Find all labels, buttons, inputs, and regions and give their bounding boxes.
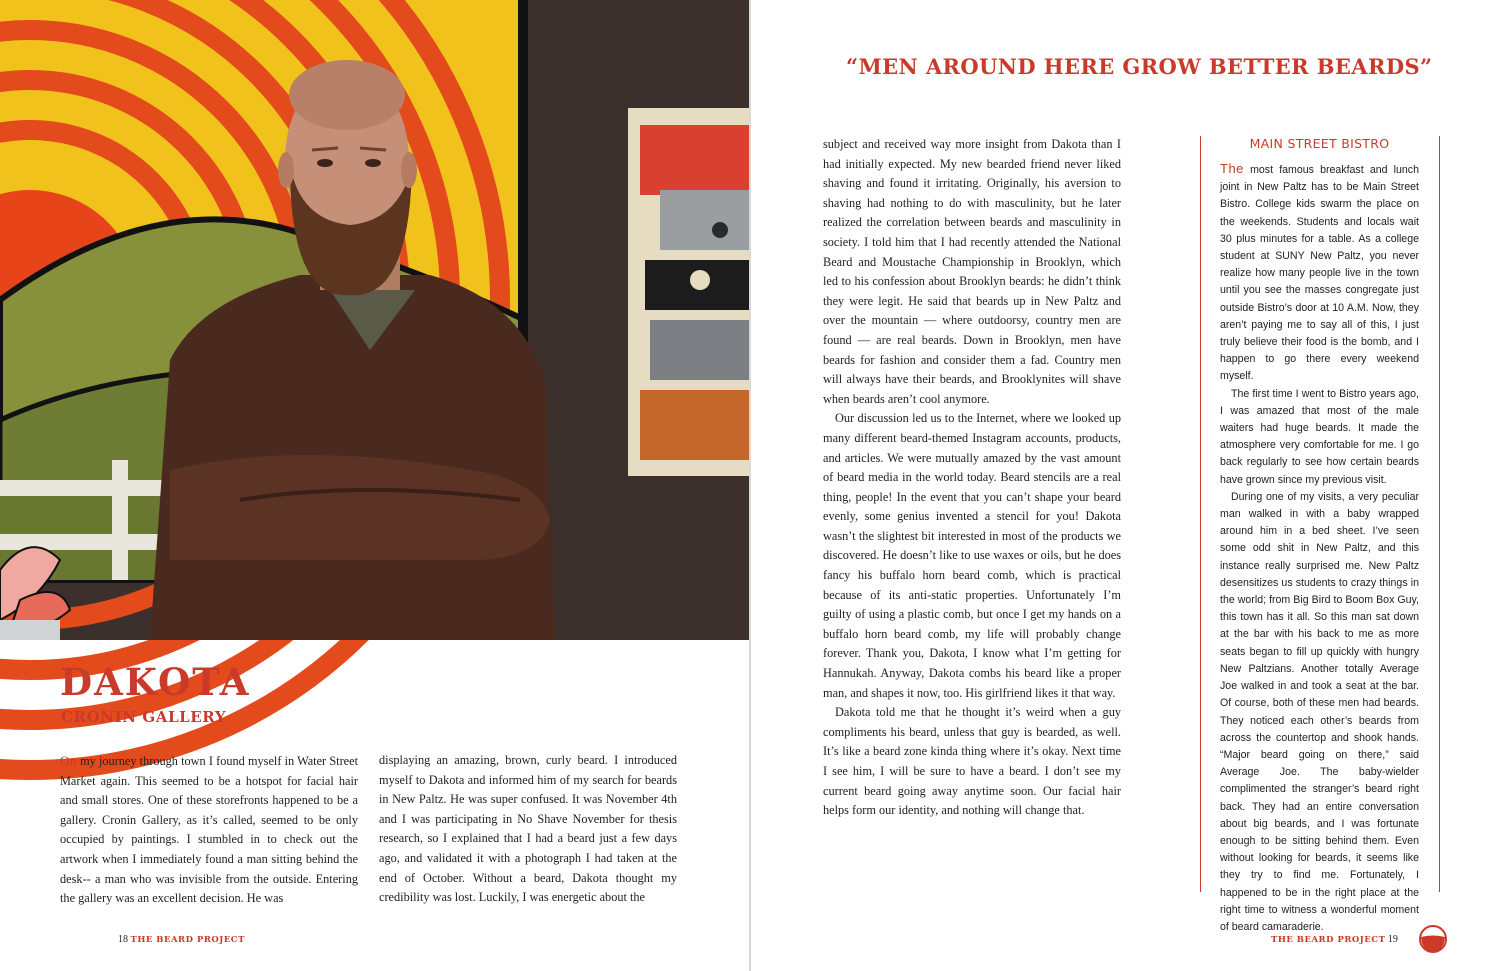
left-page [0,0,749,971]
drop-cap: On [60,753,77,768]
article-paragraph: Dakota told me that he thought it’s weird when a guy compliments his beard, unless that guy is bearded, as well. It’s like a beard zone kinda thing where it’s okay. Next time I see him, I will be sure to have a beard. I don’t see my current beard going away anytime soon. Our facial hair helps form our identity, and nothing will change that. [823,705,1121,818]
page-folio-right [1271,934,1398,945]
article-column-3 [823,135,1121,845]
right-page [751,0,1500,971]
sidebar-box [1200,136,1440,933]
publication-name: THE BEARD PROJECT [130,935,245,945]
sidebar-body [1220,160,1419,933]
page-headline: “MEN AROUND HERE GROW BETTER BEARDS” [846,54,1433,79]
sidebar-paragraph [1220,160,1419,386]
article-column-1 [60,751,358,911]
beard-project-logo-icon [1418,924,1448,954]
portrait-photo [0,0,749,640]
painting-small [628,108,749,476]
sidebar-paragraph: During one of my visits, a very peculiar man walked in with a baby wrapped around him in a bed sheet. I’ve seen some odd shit in New Paltz, and this instance really surprised me. New Paltz desensitizes us students to crazy things in the world; from Big Bird to Boom Box Guy, this town has it all. So this man sat down at the bar with his back to me as more seats began to fill up quickly with hungry New Paltzians. Another totally Average Joe walked in and took a seat at the bar. Of course, both of these men had beards. They noticed each other’s beards from across the countertop and shook hands. “Major beard going on there,” said Average Joe. The baby-wielder complimented the stranger’s beard right back. They had an entire conversation about big beards, and I was fortunate enough to be sitting behind them. Even without looking for beards, it seems like they try to find me. Fortunately, I happened to be in the right place at the right time to witness a wonderful moment of beard camaraderie. [1220,490,1419,933]
publication-name: THE BEARD PROJECT [1271,935,1386,945]
article-text: my journey through town I found myself in Water Street Market again. This seemed to be a hotspot for facial hair and small stores. One of these storefronts happened to be a gallery. Cronin Gallery, as it’s called, seemed to be only occupied by paintings. I stumbled in to check out the artwork when I immediately found a man sitting behind the desk-- a man who was invisible from the outside. Entering the gallery was an excellent decision. He was [60,754,358,906]
article-paragraph: subject and received way more insight from Dakota than I had initially expected. My new bearded friend never liked shaving and found it irritating. Originally, his aversion to shaving had nothing to do with masculinity, but he later realized the correlation between beards and masculinity in society. I told him that I had recently attended the National Beard and Moustache Championship in Brooklyn, which led to his confession about Brooklyn beards: he didn’t think they were legit. He said that beards up in New Paltz and over the mountain — where outdoorsy, country men are found — are real beards. Down in Brooklyn, men have beards for fashion and consider them a fad. Country men will always have their beards, and Brooklynites will shave when beards aren’t cool anymore. [823,137,1121,406]
page-folio-left [118,934,245,945]
sidebar-title: MAIN STREET BISTRO [1249,136,1390,151]
profile-name: DAKOTA [60,660,251,704]
profile-location: CRONIN GALLERY [61,708,227,726]
article-column-2 [379,751,677,911]
page-number: 18 [118,934,128,945]
sidebar-text: most famous breakfast and lunch joint in New Paltz has to be Main Street Bistro. College kids swarm the place on the weekends. Students and locals wait 30 plus minutes for a table. As a college student at SUNY New Paltz, you never realize how many people live in the town until you see the masses congregate just outside Bistro’s door at 10 A.M. Now, they aren’t paying me to say all of this, I just truly believe their food is the bomb, and I happen to go there every weekend myself. [1220,164,1419,383]
sidebar-paragraph: The first time I went to Bistro years ago, I was amazed that most of the male waiters had huge beards. It made the atmosphere very comfortable for me. I go back regularly to see how certain beards have grown since my previous visit. [1220,387,1419,486]
article-paragraph: displaying an amazing, brown, curly beard. I introduced myself to Dakota and informed him of my search for beards in New Paltz. He was super confused. It was November 4th and I was participating in No Shave November for thesis research, so I explained that I had a beard just a few days ago, and validated it with a photograph I had taken at the end of October. Without a beard, Dakota thought my credibility was lost. Luckily, I was energetic about the [379,753,677,905]
article-paragraph [60,751,358,909]
page-number: 19 [1387,934,1398,945]
article-paragraph: Our discussion led us to the Internet, where we looked up many different beard-themed Instagram accounts, products, and articles. We were mutually amazed by the vast amount of beard media in the world today. Beard stencils are a real thing, people! In the event that you can’t shape your beard evenly, some genius invented a stencil for you! Dakota wasn’t the slightest bit interested in most of the products we discovered. He doesn’t like to use waxes or oils, but he does fancy his buffalo horn beard comb, which is practical because of its anti-static properties. Unfortunately I’m guilty of using a plastic comb, but once I get my hands on a buffalo horn beard comb, my life will probably change forever. Thank you, Dakota, I know what I’m getting for Hannukah. Anyway, Dakota combs his beard like a proper man, and shapes it now, too. His girlfriend likes it that way. [823,411,1121,700]
drop-cap: The [1220,161,1244,176]
